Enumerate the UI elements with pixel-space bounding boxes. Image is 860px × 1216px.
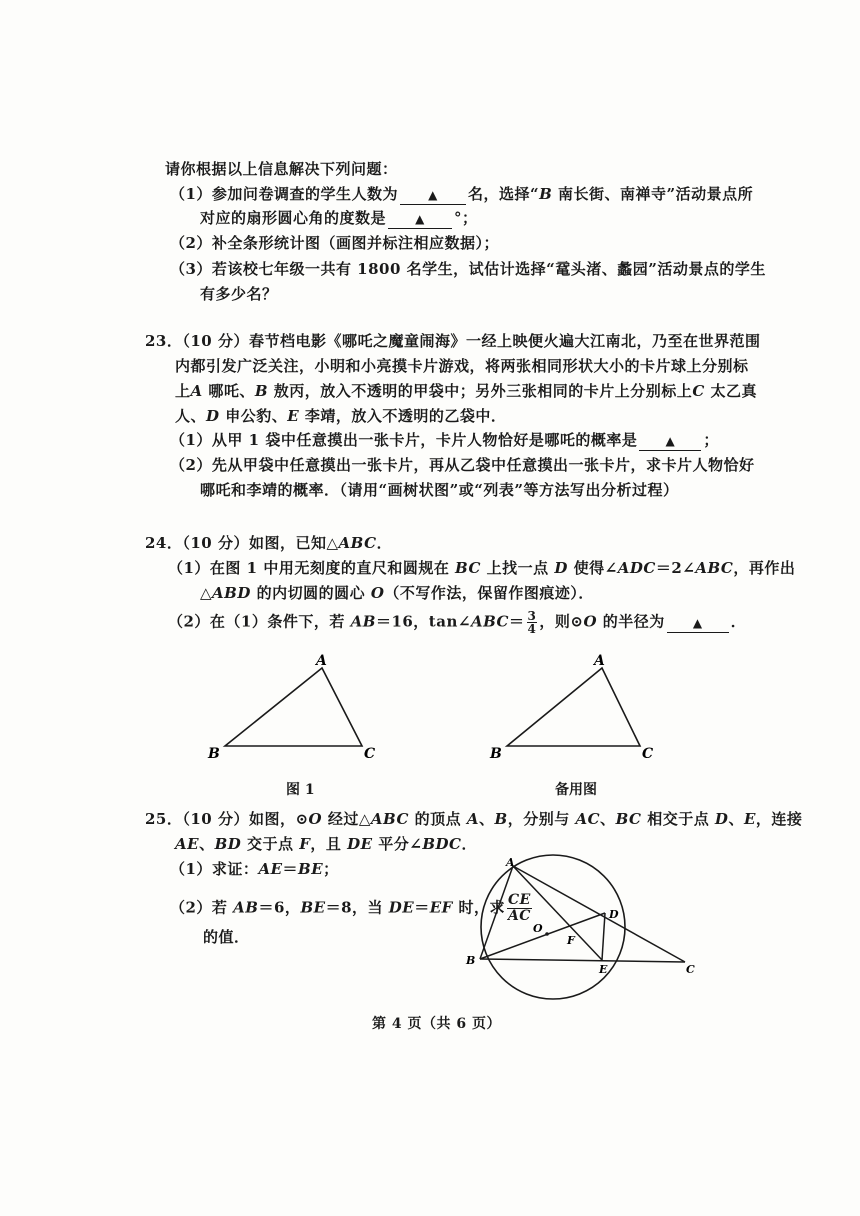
q24-p2-O: O bbox=[583, 612, 598, 631]
segment-de bbox=[602, 913, 605, 960]
blank-triangle: ▲ bbox=[692, 615, 703, 630]
q24-p2-d: ，则⊙ bbox=[539, 612, 584, 631]
q25-l2-a: 、 bbox=[199, 835, 215, 853]
q23-l3-a: 上 bbox=[175, 382, 191, 400]
q24-part2 bbox=[168, 610, 746, 635]
q25-l2-c: ，且 bbox=[310, 835, 348, 853]
q22-part2: （2）补全条形统计图（画图并标注相应数据）； bbox=[170, 234, 499, 252]
q25-h-f: 、 bbox=[600, 810, 616, 828]
blank-triangle: ▲ bbox=[665, 434, 676, 448]
q25-frac-num: CE bbox=[508, 892, 531, 908]
q24-head-c: ． bbox=[376, 534, 393, 552]
q24-p1-d: ＝2∠ bbox=[655, 559, 696, 577]
q24-part1-line2 bbox=[200, 582, 594, 604]
q23-l3-C: C bbox=[692, 382, 705, 400]
label-b: B bbox=[466, 954, 476, 967]
q25-p1-eq: ＝ bbox=[282, 860, 299, 878]
q25-p2-e: 时，求 bbox=[452, 898, 506, 917]
q24-p1-a: （1）在图 1 中用无刻度的直尺和圆规在 bbox=[168, 559, 456, 577]
q25-p2-EF: EF bbox=[429, 898, 453, 917]
q25-p2-c: ＝8，当 bbox=[325, 898, 389, 917]
q25-h-ABC: ABC bbox=[370, 810, 409, 828]
q22-p1-text-d: 对应的扇形圆心角的度数是 bbox=[200, 209, 387, 227]
q24-p1-f: △ bbox=[200, 584, 213, 602]
label-e: E bbox=[599, 963, 608, 976]
q25-l2-d: 平分∠ bbox=[372, 835, 423, 853]
q24-p1-c: 使得∠ bbox=[567, 559, 618, 577]
q23-l4-b: 申公豹、 bbox=[219, 407, 288, 425]
q25-h-O: O bbox=[308, 810, 323, 828]
q24-p1-O: O bbox=[370, 584, 385, 602]
segment-bc bbox=[480, 959, 685, 962]
label-o: O bbox=[533, 922, 543, 935]
q22-part3-line1: （3）若该校七年级一共有 1800 名学生，试估计选择“鼋头渚、蠡园”活动景点的学生 bbox=[170, 260, 766, 278]
q23-l4-a: 人、 bbox=[175, 407, 207, 425]
q24-head-a: 24．（10 分）如图，已知△ bbox=[145, 534, 339, 552]
page-footer: 第 4 页（共 6 页） bbox=[372, 1016, 501, 1032]
q22-blank-2 bbox=[388, 209, 452, 229]
q25-p2-a: （2）若 bbox=[170, 898, 234, 917]
triangle-abc bbox=[225, 668, 362, 746]
q25-l2-DE: DE bbox=[347, 835, 373, 853]
q25-part1 bbox=[170, 858, 339, 880]
q23-part1 bbox=[170, 429, 719, 451]
figure-1-caption: 图 1 bbox=[286, 782, 315, 798]
q24-p2-f: ． bbox=[730, 612, 747, 631]
label-d: D bbox=[609, 908, 619, 921]
q24-p1-ABC: ABC bbox=[695, 559, 734, 577]
q23-l4-D: D bbox=[206, 407, 220, 425]
q25-p2-BE: BE bbox=[300, 898, 326, 917]
q25-head bbox=[145, 808, 802, 830]
q25-part2-line2: 的值． bbox=[203, 928, 250, 946]
q25-p1-BE: BE bbox=[298, 860, 324, 878]
figure-backup-caption: 备用图 bbox=[555, 782, 597, 798]
q24-p1-b: 上找一点 bbox=[480, 559, 555, 577]
q25-l2-e: ． bbox=[461, 835, 478, 853]
q24-p1-ABD: ABD bbox=[212, 584, 251, 602]
segment-bd bbox=[480, 913, 605, 959]
q23-part2-line1: （2）先从甲袋中任意摸出一张卡片，再从乙袋中任意摸出一张卡片，求卡片人物恰好 bbox=[170, 456, 755, 474]
q25-p2-b: ＝6， bbox=[258, 898, 301, 917]
q24-frac-num: 3 bbox=[527, 609, 537, 623]
q24-p2-AB: AB bbox=[350, 612, 376, 631]
q25-h-AC: AC bbox=[575, 810, 601, 828]
q23-l3-B: B bbox=[254, 382, 269, 400]
q24-p2-e: 的半径为 bbox=[597, 612, 665, 631]
q24-head bbox=[145, 532, 392, 554]
q24-p1-D: D bbox=[554, 559, 568, 577]
q25-p1-a: （1）求证： bbox=[170, 860, 259, 878]
q23-blank bbox=[639, 431, 701, 451]
q25-p2-AB: AB bbox=[233, 898, 259, 917]
q24-p1-ADC: ADC bbox=[617, 559, 656, 577]
q25-h-B: B bbox=[494, 810, 508, 828]
q25-p2-d: ＝ bbox=[414, 898, 430, 917]
q25-h-E: E bbox=[743, 810, 756, 828]
vertex-label-a: A bbox=[594, 653, 605, 669]
q23-l4-E: E bbox=[287, 407, 300, 425]
q24-p2-b: ＝16，tan∠ bbox=[375, 612, 471, 631]
q24-p1-BC: BC bbox=[455, 559, 481, 577]
q22-part1-line1 bbox=[170, 183, 753, 205]
center-point-o bbox=[545, 932, 549, 936]
label-c: C bbox=[686, 963, 695, 976]
q24-part1-line1 bbox=[168, 557, 795, 579]
q24-fraction bbox=[527, 610, 538, 635]
q25-h-c: 的顶点 bbox=[408, 810, 467, 828]
q25-h-g: 相交于点 bbox=[641, 810, 715, 828]
q25-p1-e: ； bbox=[323, 860, 339, 878]
q22-part1-line2 bbox=[200, 207, 478, 229]
q24-blank bbox=[667, 613, 729, 633]
q25-h-BC: BC bbox=[615, 810, 642, 828]
q25-l2-F: F bbox=[299, 835, 311, 853]
vertex-label-b: B bbox=[490, 746, 502, 762]
q25-h-e: ，分别与 bbox=[507, 810, 576, 828]
q23-line4 bbox=[175, 405, 506, 427]
q25-l2-BDC: BDC bbox=[422, 835, 462, 853]
vertex-label-c: C bbox=[642, 746, 654, 762]
intro-text: 请你根据以上信息解决下列问题： bbox=[165, 160, 398, 178]
q24-p1-e: ，再作出 bbox=[733, 559, 796, 577]
q24-p2-a: （2）在（1）条件下，若 bbox=[168, 612, 351, 631]
q25-frac-den: AC bbox=[507, 908, 531, 924]
vertex-label-b: B bbox=[208, 746, 220, 762]
label-a: A bbox=[506, 856, 515, 869]
q25-h-A: A bbox=[466, 810, 480, 828]
q25-p2-DE: DE bbox=[388, 898, 415, 917]
q22-p1-text-b: 名，选择“ bbox=[467, 185, 540, 203]
q25-h-D: D bbox=[714, 810, 729, 828]
vertex-label-c: C bbox=[364, 746, 376, 762]
q23-l3-c: 敖丙，放入不透明的甲袋中；另外三张相同的卡片上分别标上 bbox=[268, 382, 693, 400]
vertex-label-a: A bbox=[316, 653, 327, 669]
segment-ab bbox=[480, 866, 513, 959]
q25-h-i: ，连接 bbox=[755, 810, 803, 828]
q25-line2 bbox=[175, 833, 477, 855]
q25-h-h: 、 bbox=[728, 810, 744, 828]
blank-triangle: ▲ bbox=[415, 212, 425, 226]
q24-p1-h: （不写作法，保留作图痕迹）． bbox=[384, 584, 594, 602]
segment-ae bbox=[513, 866, 602, 960]
q24-figure-backup bbox=[482, 650, 662, 770]
q22-p1-text-a: （1）参加问卷调查的学生人数为 bbox=[170, 185, 398, 203]
q23-l3-b: 哪吒、 bbox=[202, 382, 255, 400]
q24-p2-ABC: ABC bbox=[470, 612, 509, 631]
label-f: F bbox=[567, 934, 575, 947]
q25-h-a: 25．（10 分）如图，⊙ bbox=[145, 810, 309, 828]
q25-p1-AE: AE bbox=[258, 860, 283, 878]
q25-h-b: 经过△ bbox=[322, 810, 371, 828]
q25-l2-BD: BD bbox=[214, 835, 242, 853]
q24-head-ABC: ABC bbox=[338, 534, 377, 552]
q22-p1-B: B bbox=[539, 185, 553, 203]
q23-p1-text: （1）从甲 1 袋中任意摸出一张卡片，卡片人物恰好是哪吒的概率是 bbox=[170, 431, 638, 449]
q22-p1-text-e: °； bbox=[454, 209, 478, 227]
q23-line3 bbox=[175, 380, 757, 402]
q23-l4-c: 李靖，放入不透明的乙袋中． bbox=[299, 407, 507, 425]
segment-ac bbox=[513, 866, 685, 962]
q23-part2-line2: 哪吒和李靖的概率．（请用“画树状图”或“列表”等方法写出分析过程） bbox=[200, 481, 679, 499]
q24-frac-den: 4 bbox=[527, 622, 537, 636]
q23-head: 23．（10 分）春节档电影《哪吒之魔童闹海》一经上映便火遍大江南北，乃至在世界范围 bbox=[145, 332, 761, 350]
q24-p2-c: ＝ bbox=[508, 612, 525, 631]
q22-part3-line2: 有多少名？ bbox=[200, 285, 278, 303]
q22-blank-1 bbox=[400, 185, 466, 205]
blank-triangle: ▲ bbox=[428, 188, 438, 202]
q25-l2-AE: AE bbox=[175, 835, 200, 853]
q25-l2-b: 交于点 bbox=[241, 835, 300, 853]
q24-figure-1 bbox=[200, 650, 380, 770]
q25-h-d: 、 bbox=[479, 810, 495, 828]
q25-figure bbox=[452, 852, 705, 1007]
q24-p1-g: 的内切圆的圆心 bbox=[250, 584, 371, 602]
q22-p1-text-c: 南长街、南禅寺”活动景点所 bbox=[552, 185, 754, 203]
triangle-abc-backup bbox=[507, 668, 640, 746]
q23-p1-end: ； bbox=[703, 431, 719, 449]
q23-l3-A: A bbox=[190, 382, 203, 400]
q23-l3-d: 太乙真 bbox=[704, 382, 757, 400]
q23-line2: 内都引发广泛关注，小明和小亮摸卡片游戏，将两张相同形状大小的卡片球上分别标 bbox=[175, 357, 749, 375]
